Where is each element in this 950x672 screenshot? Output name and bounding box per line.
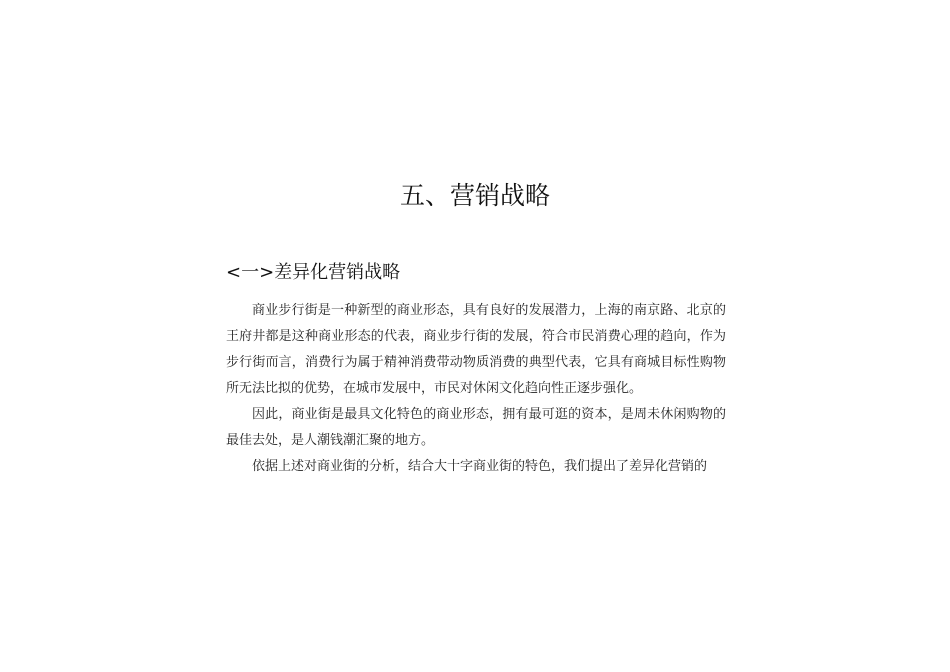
paragraph: 商业步行街是一种新型的商业形态，具有良好的发展潜力，上海的南京路、北京的王府井都是这种商业形态的代表，商业步行街的发展，符合市民消费心理的趋向，作为步行街而言，消费行为属于精神消费带动物质消费的典型代表，它具有商城目标性购物所无法比拟的优势，在城市发展中，市民对休闲文化趋向性正逐步强化。 [226, 303, 726, 396]
body-text [226, 298, 726, 480]
paragraph: 因此，商业街是最具文化特色的商业形态，拥有最可逛的资本，是周未休闲购物的最佳去处，是人潮钱潮汇聚的地方。 [226, 407, 726, 448]
paragraph: 依据上述对商业街的分析，结合大十字商业街的特色，我们提出了差异化营销的 [252, 459, 708, 474]
section-heading: <一>差异化营销战略 [226, 262, 401, 283]
chapter-title: 五、营销战略 [399, 181, 550, 210]
